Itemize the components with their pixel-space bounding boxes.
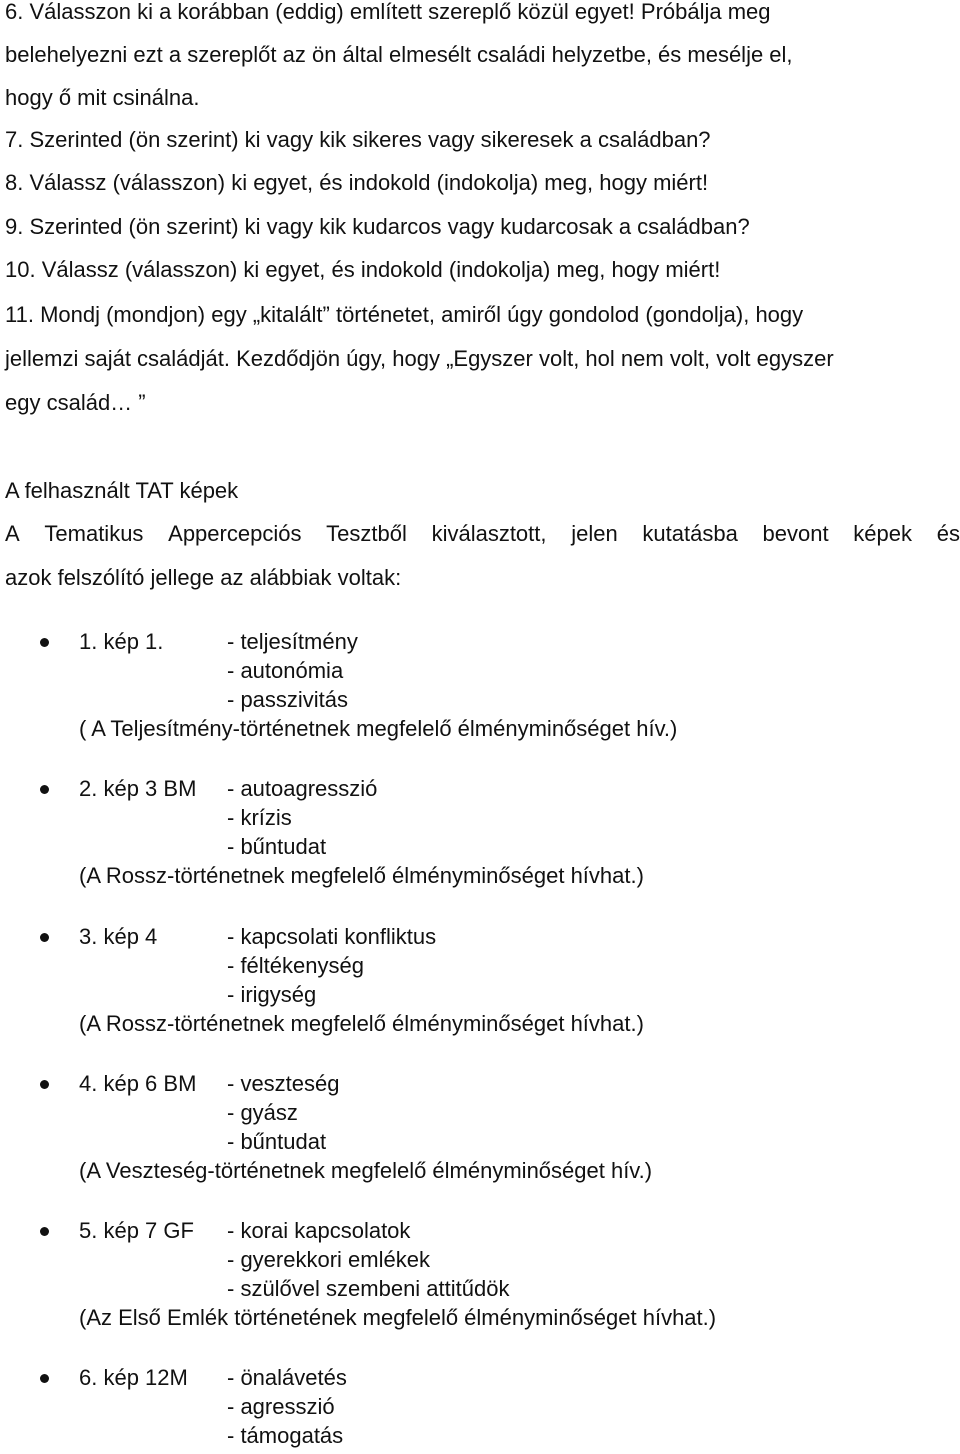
- item-label: 5. kép 7 GF: [79, 1218, 194, 1243]
- intro-word: kutatásba: [642, 521, 738, 546]
- question-7: 7. Szerinted (ön szerint) ki vagy kik sikeres vagy sikeresek a családban?: [5, 127, 711, 152]
- intro-word: bevont: [762, 521, 829, 546]
- intro-word: Tematikus: [44, 521, 144, 546]
- item-label: 3. kép 4: [79, 924, 158, 949]
- item-trait: - gyerekkori emlékek: [227, 1247, 430, 1272]
- bullet-icon: [40, 933, 49, 942]
- bullet-icon: [40, 1227, 49, 1236]
- item-trait: - bűntudat: [227, 1129, 327, 1154]
- item-trait: - támogatás: [227, 1423, 344, 1448]
- intro-word: Tesztből: [326, 521, 407, 546]
- question-8: 8. Válassz (válasszon) ki egyet, és indokold (indokolja) meg, hogy miért!: [5, 170, 709, 195]
- item-trait: - szülővel szembeni attitűdök: [227, 1276, 510, 1301]
- bullet-icon: [40, 1374, 49, 1383]
- question-11-line-1: 11. Mondj (mondjon) egy „kitalált” történetet, amiről úgy gondolod (gondolja), hogy: [5, 302, 804, 327]
- intro-word: Appercepciós: [168, 521, 302, 546]
- question-6-line-2: belehelyezni ezt a szereplőt az ön által elmesélt családi helyzetbe, és mesélje el,: [5, 42, 793, 67]
- item-trait: - gyász: [227, 1100, 298, 1125]
- item-label: 6. kép 12M: [79, 1365, 188, 1390]
- item-note: (Az Első Emlék történetének megfelelő élményminőséget hívhat.): [79, 1305, 717, 1330]
- item-trait: - autoagresszió: [227, 776, 378, 801]
- item-label: 1. kép 1.: [79, 629, 164, 654]
- item-label: 4. kép 6 BM: [79, 1071, 197, 1096]
- question-9: 9. Szerinted (ön szerint) ki vagy kik kudarcos vagy kudarcosak a családban?: [5, 214, 750, 239]
- item-note: (A Veszteség-történetnek megfelelő élményminőséget hív.): [79, 1158, 653, 1183]
- question-6-line-1: 6. Válasszon ki a korábban (eddig) említett szereplő közül egyet! Próbálja meg: [5, 0, 771, 24]
- item-trait: - kapcsolati konfliktus: [227, 924, 437, 949]
- item-label: 2. kép 3 BM: [79, 776, 197, 801]
- question-11-line-3: egy család… ”: [5, 390, 146, 415]
- item-trait: - passzivitás: [227, 687, 349, 712]
- bullet-icon: [40, 785, 49, 794]
- item-note: (A Rossz-történetnek megfelelő élményminőséget hívhat.): [79, 1011, 644, 1036]
- intro-word: A: [5, 521, 20, 546]
- item-note: ( A Teljesítmény-történetnek megfelelő élményminőséget hív.): [79, 716, 678, 741]
- item-trait: - autonómia: [227, 658, 344, 683]
- item-trait: - korai kapcsolatok: [227, 1218, 411, 1243]
- question-11-line-2: jellemzi saját családját. Kezdődjön úgy, hogy „Egyszer volt, hol nem volt, volt egyszer: [5, 346, 834, 371]
- item-trait: - krízis: [227, 805, 292, 830]
- question-6-line-3: hogy ő mit csinálna.: [5, 85, 200, 110]
- intro-word: jelen: [571, 521, 618, 546]
- question-10: 10. Válassz (válasszon) ki egyet, és indokold (indokolja) meg, hogy miért!: [5, 257, 721, 282]
- bullet-icon: [40, 1080, 49, 1089]
- item-trait: - agresszió: [227, 1394, 335, 1419]
- item-note: (A Rossz-történetnek megfelelő élményminőséget hívhat.): [79, 863, 644, 888]
- section-heading: A felhasznált TAT képek: [5, 478, 239, 503]
- item-trait: - veszteség: [227, 1071, 340, 1096]
- intro-word: és: [936, 521, 960, 546]
- item-trait: - irigység: [227, 982, 317, 1007]
- item-trait: - bűntudat: [227, 834, 327, 859]
- section-intro-line-1: [5, 521, 960, 547]
- section-intro-line-2: azok felszólító jellege az alábbiak voltak:: [5, 565, 402, 590]
- item-trait: - teljesítmény: [227, 629, 358, 654]
- item-trait: - önalávetés: [227, 1365, 347, 1390]
- bullet-icon: [40, 638, 49, 647]
- item-trait: - féltékenység: [227, 953, 364, 978]
- intro-word: kiválasztott,: [431, 521, 547, 546]
- intro-word: képek: [853, 521, 912, 546]
